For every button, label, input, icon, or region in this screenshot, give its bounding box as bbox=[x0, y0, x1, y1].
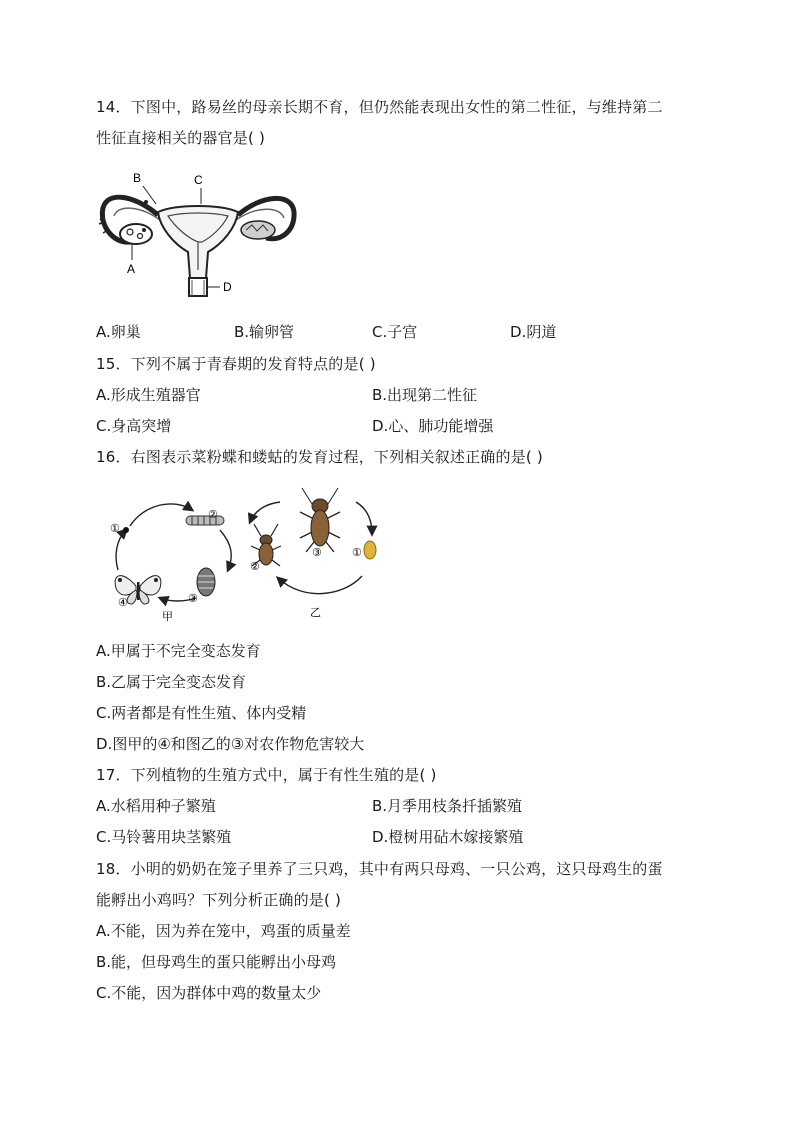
fig-label-d: D bbox=[223, 280, 232, 294]
q16-option-a[interactable]: A.甲属于不完全变态发育 bbox=[96, 642, 261, 660]
q16-stem: 16．右图表示菜粉蝶和蝼蛄的发育过程，下列相关叙述正确的是( ) bbox=[96, 448, 543, 466]
jia-stage-4: ④ bbox=[118, 597, 128, 609]
jia-stage-2: ② bbox=[208, 509, 218, 521]
jia-stage-3: ③ bbox=[188, 593, 198, 605]
yi-stage-2: ② bbox=[250, 561, 260, 573]
q17-stem: 17．下列植物的生殖方式中，属于有性生殖的是( ) bbox=[96, 766, 437, 784]
q14-stem-line1: 14．下图中，路易丝的母亲长期不育，但仍然能表现出女性的第二性征，与维持第二 bbox=[96, 98, 663, 116]
q18-stem-line2: 能孵出小鸡吗？下列分析正确的是( ) bbox=[96, 891, 342, 909]
q14-option-a[interactable]: A.卵巢 bbox=[96, 323, 141, 341]
fig-label-a: A bbox=[127, 262, 136, 276]
q15-option-c[interactable]: C.身高突增 bbox=[96, 417, 172, 435]
q16-option-d[interactable]: D.图甲的④和图乙的③对农作物危害较大 bbox=[96, 735, 365, 753]
q15-option-b[interactable]: B.出现第二性征 bbox=[372, 386, 478, 404]
q14-option-d[interactable]: D.阴道 bbox=[510, 323, 557, 341]
q18-option-c[interactable]: C.不能，因为群体中鸡的数量太少 bbox=[96, 984, 322, 1002]
female-reproductive-system-figure bbox=[96, 168, 306, 302]
q15-stem: 15．下列不属于青春期的发育特点的是( ) bbox=[96, 355, 376, 373]
fig-label-c: C bbox=[194, 173, 203, 187]
q17-option-d[interactable]: D.橙树用砧木嫁接繁殖 bbox=[372, 828, 524, 846]
q17-option-a[interactable]: A.水稻用种子繁殖 bbox=[96, 797, 216, 815]
q17-option-c[interactable]: C.马铃薯用块茎繁殖 bbox=[96, 828, 232, 846]
jia-label: 甲 bbox=[162, 611, 173, 623]
q16-option-b[interactable]: B.乙属于完全变态发育 bbox=[96, 673, 247, 691]
q16-option-c[interactable]: C.两者都是有性生殖、体内受精 bbox=[96, 704, 307, 722]
fig-label-b: B bbox=[133, 171, 142, 185]
q17-option-b[interactable]: B.月季用枝条扦插繁殖 bbox=[372, 797, 523, 815]
jia-stage-1: ① bbox=[110, 523, 120, 535]
yi-stage-3: ③ bbox=[312, 547, 322, 559]
q18-option-a[interactable]: A.不能，因为养在笼中，鸡蛋的质量差 bbox=[96, 922, 351, 940]
q15-option-a[interactable]: A.形成生殖器官 bbox=[96, 386, 201, 404]
q18-option-b[interactable]: B.能，但母鸡生的蛋只能孵出小母鸡 bbox=[96, 953, 337, 971]
yi-stage-1: ① bbox=[352, 547, 362, 559]
q14-option-b[interactable]: B.输卵管 bbox=[234, 323, 295, 341]
insect-development-figure bbox=[104, 478, 394, 624]
yi-label: 乙 bbox=[310, 607, 321, 619]
q15-option-d[interactable]: D.心、肺功能增强 bbox=[372, 417, 494, 435]
q14-stem-line2: 性征直接相关的器官是( ) bbox=[96, 129, 266, 147]
q18-stem-line1: 18．小明的奶奶在笼子里养了三只鸡，其中有两只母鸡、一只公鸡，这只母鸡生的蛋 bbox=[96, 860, 663, 878]
q14-option-c[interactable]: C.子宫 bbox=[372, 323, 418, 341]
